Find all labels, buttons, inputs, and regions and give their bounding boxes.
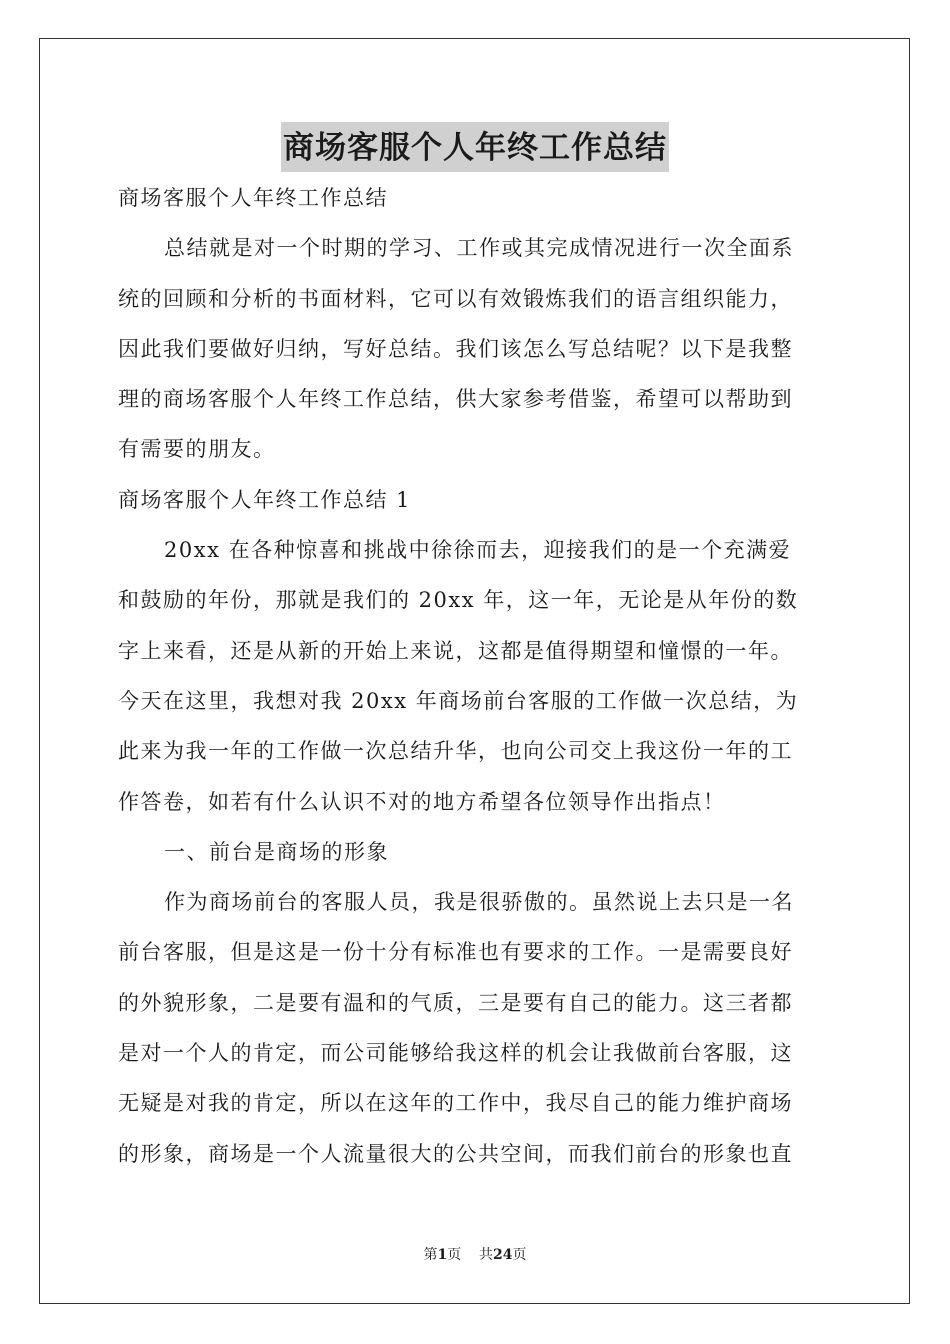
document-title: 商场客服个人年终工作总结 — [281, 122, 669, 172]
paragraph-line: 统的回顾和分析的书面材料，它可以有效锻炼我们的语言组织能力， — [118, 286, 793, 311]
paragraph-line: 理的商场客服个人年终工作总结，供大家参考借鉴，希望可以帮助到 — [118, 387, 793, 412]
paragraph-line: 字上来看，还是从新的开始上来说，这都是值得期望和憧憬的一年。 — [118, 638, 793, 663]
paragraph-line: 有需要的朋友。 — [118, 437, 276, 462]
sub-heading: 一、前台是商场的形象 — [164, 839, 389, 864]
paragraph-line: 作答卷，如若有什么认识不对的地方希望各位领导作出指点！ — [118, 789, 726, 814]
title-container — [0, 122, 950, 172]
paragraph-line: 是对一个人的肯定，而公司能够给我这样的机会让我做前台客服，这 — [118, 1041, 793, 1066]
paragraph-1 — [118, 525, 834, 827]
page-footer — [0, 1244, 950, 1264]
paragraph-line: 总结就是对一个时期的学习、工作或其完成情况进行一次全面系 — [164, 236, 794, 261]
paragraph-line: 的形象，商场是一个人流量很大的公共空间，而我们前台的形象也直 — [118, 1141, 793, 1166]
paragraph-2 — [118, 877, 834, 1179]
page-number: 1 — [437, 1247, 448, 1263]
total-prefix: 共 — [479, 1247, 494, 1263]
paragraph-line: 和鼓励的年份，那就是我们的 20xx 年，这一年，无论是从年份的数 — [118, 588, 799, 613]
page-prefix: 第 — [423, 1247, 438, 1263]
paragraph-line: 20xx 在各种惊喜和挑战中徐徐而去，迎接我们的是一个充满爱 — [164, 538, 792, 563]
document-body — [118, 173, 834, 1179]
document-subtitle: 商场客服个人年终工作总结 — [118, 186, 388, 210]
page-suffix: 页 — [447, 1247, 462, 1263]
intro-paragraph — [118, 223, 834, 474]
paragraph-line: 因此我们要做好归纳，写好总结。我们该怎么写总结呢？以下是我整 — [118, 336, 793, 361]
paragraph-line: 前台客服，但是这是一份十分有标准也有要求的工作。一是需要良好 — [118, 940, 793, 965]
paragraph-line: 的外貌形象，二是要有温和的气质，三是要有自己的能力。这三者都 — [118, 990, 793, 1015]
paragraph-line: 作为商场前台的客服人员，我是很骄傲的。虽然说上去只是一名 — [164, 890, 794, 915]
total-suffix: 页 — [512, 1247, 527, 1263]
paragraph-line: 无疑是对我的肯定，所以在这年的工作中，我尽自己的能力维护商场 — [118, 1091, 793, 1116]
section-heading: 商场客服个人年终工作总结 1 — [118, 487, 412, 512]
total-pages: 24 — [493, 1247, 513, 1263]
paragraph-line: 今天在这里，我想对我 20xx 年商场前台客服的工作做一次总结，为 — [118, 688, 799, 713]
paragraph-line: 此来为我一年的工作做一次总结升华，也向公司交上我这份一年的工 — [118, 739, 793, 764]
